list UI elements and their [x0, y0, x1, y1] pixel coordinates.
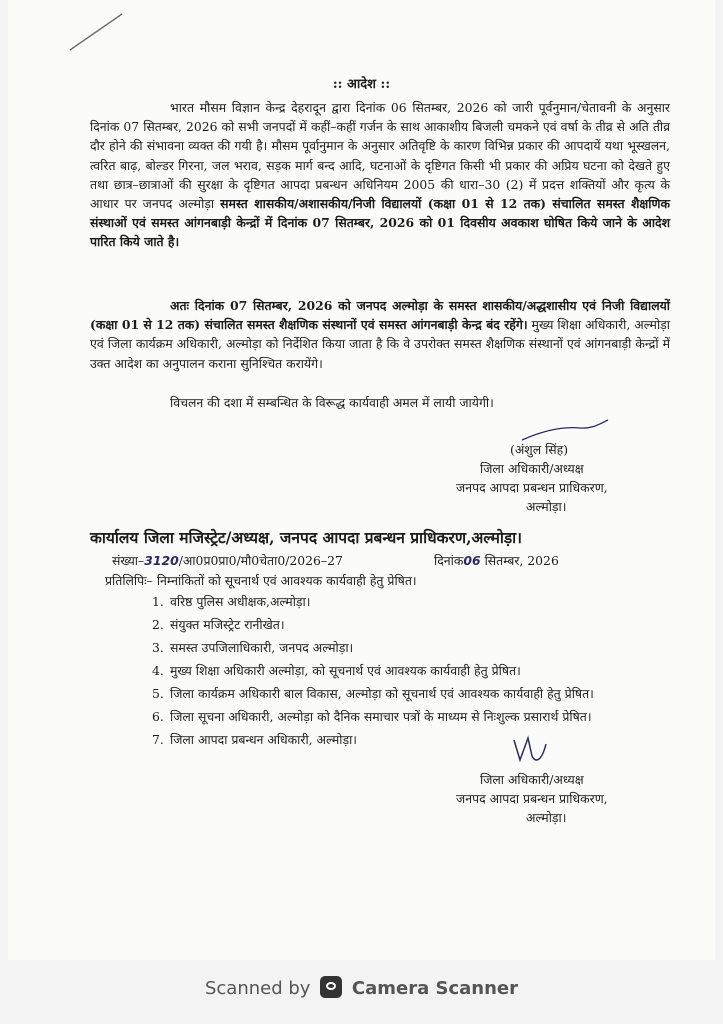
- reference-number: 3120: [144, 553, 179, 568]
- scanner-footer: [0, 976, 723, 999]
- order-paragraph-3: [90, 393, 670, 412]
- paragraph-2-bold-text: अतः दिनांक 07 सितम्बर, 2026 को जनपद अल्मोड़ा के समस्त शासकीय/अद्धशासीय एवं निजी विद्यालयों (कक्षा 01 से 12 तक) संचालित समस्त शैक्षणिक संस्थानों एवं समस्त आंगनबाड़ी केन्द्र बंद रहेंगे।: [90, 298, 670, 333]
- reference-line: [112, 552, 672, 569]
- reference-date: [434, 552, 559, 569]
- signatory-designation: जिला अधिकारी/अध्यक्ष: [480, 772, 584, 787]
- order-paragraph-1: [90, 98, 670, 252]
- signatory-place: अल्मोड़ा।: [526, 810, 567, 825]
- signatory-place: अल्मोड़ा।: [526, 499, 567, 514]
- scanner-app-name: Camera Scanner: [351, 978, 519, 999]
- signature-block-2: [440, 770, 660, 827]
- order-title: :: आदेश ::: [332, 77, 391, 92]
- paragraph-1-text: भारत मौसम विज्ञान केन्द्र देहरादून द्वारा दिनांक 06 सितम्बर, 2026 को जारी पूर्वनुमान/चेतावनी के अनुसार दिनांक 07 सितम्बर, 2026 को सभी जनपदों में कहीं–कहीं गर्जन के साथ आकाशीय बिजली चमकने एवं वर्षा के तीव्र से अति तीव्र दौर होने की संभावना व्यक्त की गयी है। मौसम पूर्वानुमान के अनुसार अतिवृष्टि के कारण विभिन्न प्रकार की आपदायें यथा भूस्खलन, त्वरित बाढ़, बोल्डर गिरना, जल भराव, सड़क मार्ग बन्द आदि, घटनाओं के दृष्टिगत किसी भी प्रकार की अप्रिय घटना को देखते हुए तथा छात्र–छात्राओं की सुरक्षा के दृष्टिगत आपदा प्रबन्धन अधिनियम 2005 की धारा–30 (2) में प्रदत्त शक्तियों और कृत्य के आधार पर जनपद अल्मोड़ा: [90, 100, 670, 212]
- signatory-authority: जनपद आपदा प्रबन्धन प्राधिकरण,: [456, 480, 608, 495]
- list-item: 6. जिला सूचना अधिकारी, अल्मोड़ा को दैनिक समाचार पत्रों के माध्यम से निःशुल्क प्रसारार्थ प्रेषित।: [152, 709, 592, 724]
- reference-suffix: /आ0प्र0प्रा0/मौ0चेता0/2026–27: [178, 553, 343, 568]
- office-heading: कार्यालय जिला मजिस्ट्रेट/अध्यक्ष, जनपद आपदा प्रबन्धन प्राधिकरण,अल्मोड़ा।: [90, 528, 523, 547]
- list-item: 1. वरिष्ठ पुलिस अधीक्षक,अल्मोड़ा।: [152, 594, 311, 609]
- signature-block-1: [440, 440, 660, 516]
- paragraph-1-bold-text: समस्त शासकीय/अशासकीय/निजी विद्यालयों (कक्षा 01 से 12 तक) संचालित समस्त शैक्षणिक संस्थाओं एवं समस्त आंगनबाड़ी केन्द्रों में दिनांक 07 सितम्बर, 2026 को 01 दिवसीय अवकाश घोषित किये जाने के आदेश पारित किये जाते है।: [90, 196, 670, 250]
- list-item: 5. जिला कार्यक्रम अधिकारी बाल विकास, अल्मोड़ा को सूचनार्थ एवं आवश्यक कार्यवाही हेतु प्रेषित।: [152, 686, 594, 701]
- signature-scribble: [506, 730, 556, 770]
- date-prefix: दिनांक: [434, 553, 464, 568]
- list-item: 3. समस्त उपजिलाधिकारी, जनपद अल्मोड़ा।: [152, 640, 354, 655]
- date-day: 06: [463, 553, 481, 568]
- date-suffix: सितम्बर, 2026: [484, 553, 559, 568]
- paragraph-3-text: विचलन की दशा में सम्बन्धित के विरूद्ध कार्यवाही अमल में लायी जायेगी।: [170, 395, 494, 410]
- signatory-name: (अंशुल सिंह): [510, 442, 569, 457]
- paper-crease-mark: [60, 10, 130, 52]
- list-item: 4. मुख्य शिक्षा अधिकारी अल्मोड़ा, को सूचनार्थ एवं आवश्यक कार्यवाही हेतु प्रेषित।: [152, 663, 521, 678]
- recipient-list: [152, 592, 672, 753]
- list-item: 2. संयुक्त मजिस्ट्रेट रानीखेत।: [152, 617, 285, 632]
- order-paragraph-2: [90, 296, 670, 373]
- scanned-by-label: Scanned by: [204, 978, 311, 999]
- camera-icon: [320, 976, 342, 998]
- copy-line: प्रतिलिपिः– निम्नांकितों को सूचनार्थ एवं आवश्यक कार्यवाही हेतु प्रेषित।: [105, 573, 417, 588]
- signatory-designation: जिला अधिकारी/अध्यक्ष: [480, 461, 584, 476]
- list-item: 7. जिला आपदा प्रबन्धन अधिकारी, अल्मोड़ा।: [152, 732, 357, 747]
- paragraph-2-text: मुख्य शिक्षा अधिकारी, अल्मोड़ा एवं जिला कार्यक्रम अधिकारी, अल्मोड़ा को निर्देशित किया जाता है कि वे उपरोक्त समस्त शैक्षणिक संस्थानों एवं आंगनबाड़ी केन्द्रों में उक्त आदेश का अनुपालन कराना सुनिश्चित करायेंगे।: [90, 317, 671, 371]
- reference-prefix: संख्या–: [112, 553, 145, 568]
- signatory-authority: जनपद आपदा प्रबन्धन प्राधिकरण,: [456, 791, 608, 806]
